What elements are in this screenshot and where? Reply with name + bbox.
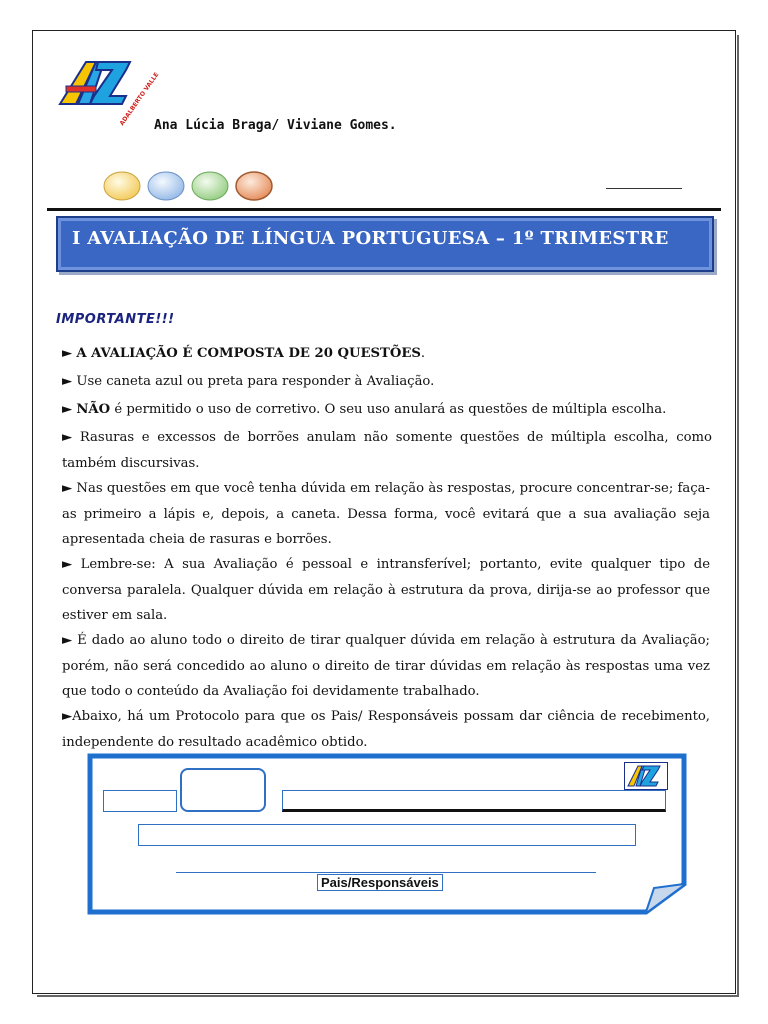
bullet-4: ► Rasuras e excessos de borrões anulam não somente questões de múltipla escolha, como também discursivas. <box>62 430 712 471</box>
bullet-5: ► Nas questões em que você tenha dúvida em relação às respostas, procure concentrar-se; faça-as primeiro a lápis e, depois, a caneta. Dessa forma, você evitará que a sua avaliação seja apresentada cheia de rasuras e borrões. <box>62 481 710 547</box>
school-logo <box>56 56 161 128</box>
signature-label: Pais/Responsáveis <box>317 874 443 891</box>
protocol-field-rounded[interactable] <box>180 768 266 812</box>
protocol-field-wide[interactable] <box>138 824 636 846</box>
bullet-1-bold: A AVALIAÇÃO É COMPOSTA DE 20 QUESTÕES <box>76 346 421 361</box>
page-title: I AVALIAÇÃO DE LÍNGUA PORTUGUESA – 1º TRIMESTRE <box>72 228 669 249</box>
protocol-logo-icon <box>624 762 668 790</box>
logo-text: ADALBERTO VALLE <box>118 71 161 128</box>
authors: Ana Lúcia Braga/ Viviane Gomes. <box>154 118 397 133</box>
bullet-8: ►Abaixo, há um Protocolo para que os Pais/ Responsáveis possam dar ciência de recebimento, independente do resultado acadêmico obtido. <box>62 709 710 750</box>
grade-circles <box>102 170 282 202</box>
title-banner <box>56 216 714 272</box>
bullet-1: ► A AVALIAÇÃO É COMPOSTA DE 20 QUESTÕES. <box>62 346 426 361</box>
header-rule <box>47 208 721 211</box>
signature-line <box>176 872 596 873</box>
bullet-2: ► Use caneta azul ou preta para responder à Avaliação. <box>62 374 435 389</box>
protocol-field-name[interactable] <box>282 790 666 812</box>
bullet-arrow: ► <box>62 346 73 361</box>
bullet-7: ► É dado ao aluno todo o direito de tirar qualquer dúvida em relação à estrutura da Avaliação; porém, não será concedido ao aluno o direito de tirar dúvidas em relação às respostas uma vez que todo o conteúdo da Avaliação foi devidamente trabalhado. <box>62 633 710 699</box>
grade-line <box>606 188 682 189</box>
grade-circle-blue <box>148 172 184 200</box>
bullet-6: ► Lembre-se: A sua Avaliação é pessoal e intransferível; portanto, evite qualquer tipo de conversa paralela. Qualquer dúvida em relação à estrutura da prova, dirija-se ao professor que estiver em sala. <box>62 557 710 623</box>
important-heading: IMPORTANTE!!! <box>56 312 175 327</box>
bullet-3: ► NÃO é permitido o uso de corretivo. O seu uso anulará as questões de múltipla escolha. <box>62 402 667 417</box>
grade-circle-green <box>192 172 228 200</box>
grade-circle-yellow <box>104 172 140 200</box>
grade-circle-orange <box>236 172 272 200</box>
protocol-field-small[interactable] <box>103 790 177 812</box>
